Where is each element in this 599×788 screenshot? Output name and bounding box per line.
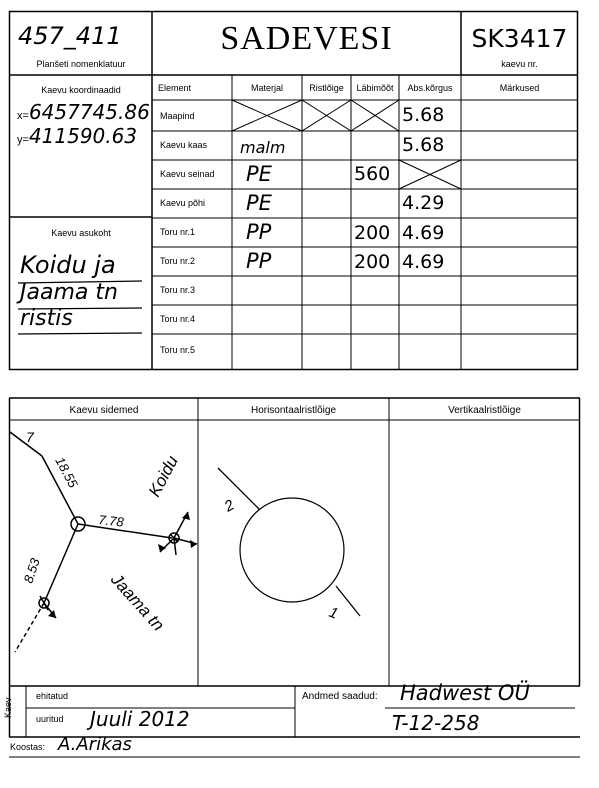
row-element: Kaevu põhi	[160, 198, 206, 208]
row-material: malm	[240, 138, 286, 157]
connections-sketch	[10, 420, 198, 686]
pipe-1-label: 1	[326, 603, 341, 623]
surveyed-value: Juuli 2012	[90, 707, 190, 731]
row-material: PP	[246, 220, 272, 244]
data-from-label: Andmed saadud:	[302, 691, 378, 702]
data-ref-value: T-12-258	[392, 711, 480, 735]
col-header-cross-section: Ristlõige	[309, 83, 344, 93]
tablet-nomenclature-label: Planšeti nomenklatuur	[36, 59, 126, 69]
vertical-section-label: Vertikaalristlõige	[448, 405, 521, 416]
street-2-label: Jaama tn	[107, 569, 168, 635]
row-material: PP	[246, 249, 272, 273]
coord-x-value: 6457745.86	[28, 100, 150, 124]
col-header-material: Materjal	[250, 83, 283, 93]
tablet-nomenclature-value: 457_411	[18, 22, 122, 50]
built-label: ehitatud	[36, 691, 69, 701]
location-label: Kaevu asukoht	[51, 228, 111, 238]
horizontal-section-label: Horisontaalristlõige	[250, 405, 337, 416]
length-c-label: 8.53	[20, 556, 43, 585]
street-1-label: Koidu	[144, 452, 182, 500]
side-label: Kaev	[3, 697, 13, 718]
page-title: SADEVESI	[220, 20, 393, 57]
coord-x-prefix: x=	[17, 110, 29, 122]
row-element: Toru nr.1	[160, 227, 196, 237]
coord-y-value: 411590.63	[28, 124, 138, 148]
location-line-3: ristis	[20, 306, 73, 331]
row-element: Toru nr.3	[160, 285, 196, 295]
row-element: Toru nr.4	[160, 314, 196, 324]
row-material: PE	[246, 162, 272, 186]
coords-label: Kaevu koordinaadid	[41, 85, 121, 95]
row-abs-height: 5.68	[402, 134, 445, 156]
row-material: PE	[246, 191, 272, 215]
row-abs-height: 4.29	[402, 192, 445, 214]
col-header-abs-height: Abs.kõrgus	[407, 83, 453, 93]
connections-label: Kaevu sidemed	[69, 405, 139, 416]
surveyed-label: uuritud	[36, 714, 64, 724]
row-element: Kaevu seinad	[160, 169, 215, 179]
col-header-diameter: Läbimõõt	[356, 83, 394, 93]
compiled-value: A.Arikas	[58, 734, 132, 755]
location-line-2: Jaama tn	[20, 280, 118, 305]
well-number-value: SK3417	[471, 24, 568, 53]
pipe-2-label: 2	[221, 496, 238, 516]
row-element: Toru nr.2	[160, 256, 196, 266]
row-element: Maapind	[160, 111, 195, 121]
horizontal-section-sketch	[198, 420, 389, 686]
row-element: Toru nr.5	[160, 345, 196, 355]
coord-y-prefix: y=	[17, 134, 29, 146]
compiled-label: Koostas:	[10, 742, 46, 752]
row-diameter: 200	[354, 222, 391, 244]
pipe-7-label: 7	[26, 429, 34, 445]
row-diameter: 200	[354, 251, 391, 273]
row-diameter: 560	[354, 163, 391, 185]
row-abs-height: 4.69	[402, 251, 445, 273]
location-line-1: Koidu ja	[20, 251, 116, 279]
col-header-element: Element	[158, 83, 192, 93]
length-a-label: 18.55	[52, 454, 81, 491]
row-element: Kaevu kaas	[160, 140, 208, 150]
data-from-value: Hadwest OÜ	[400, 681, 530, 705]
length-b-label: 7.78	[97, 512, 125, 530]
row-abs-height: 4.69	[402, 222, 445, 244]
col-header-notes: Märkused	[499, 83, 540, 93]
well-number-label: kaevu nr.	[501, 59, 538, 69]
row-abs-height: 5.68	[402, 104, 445, 126]
